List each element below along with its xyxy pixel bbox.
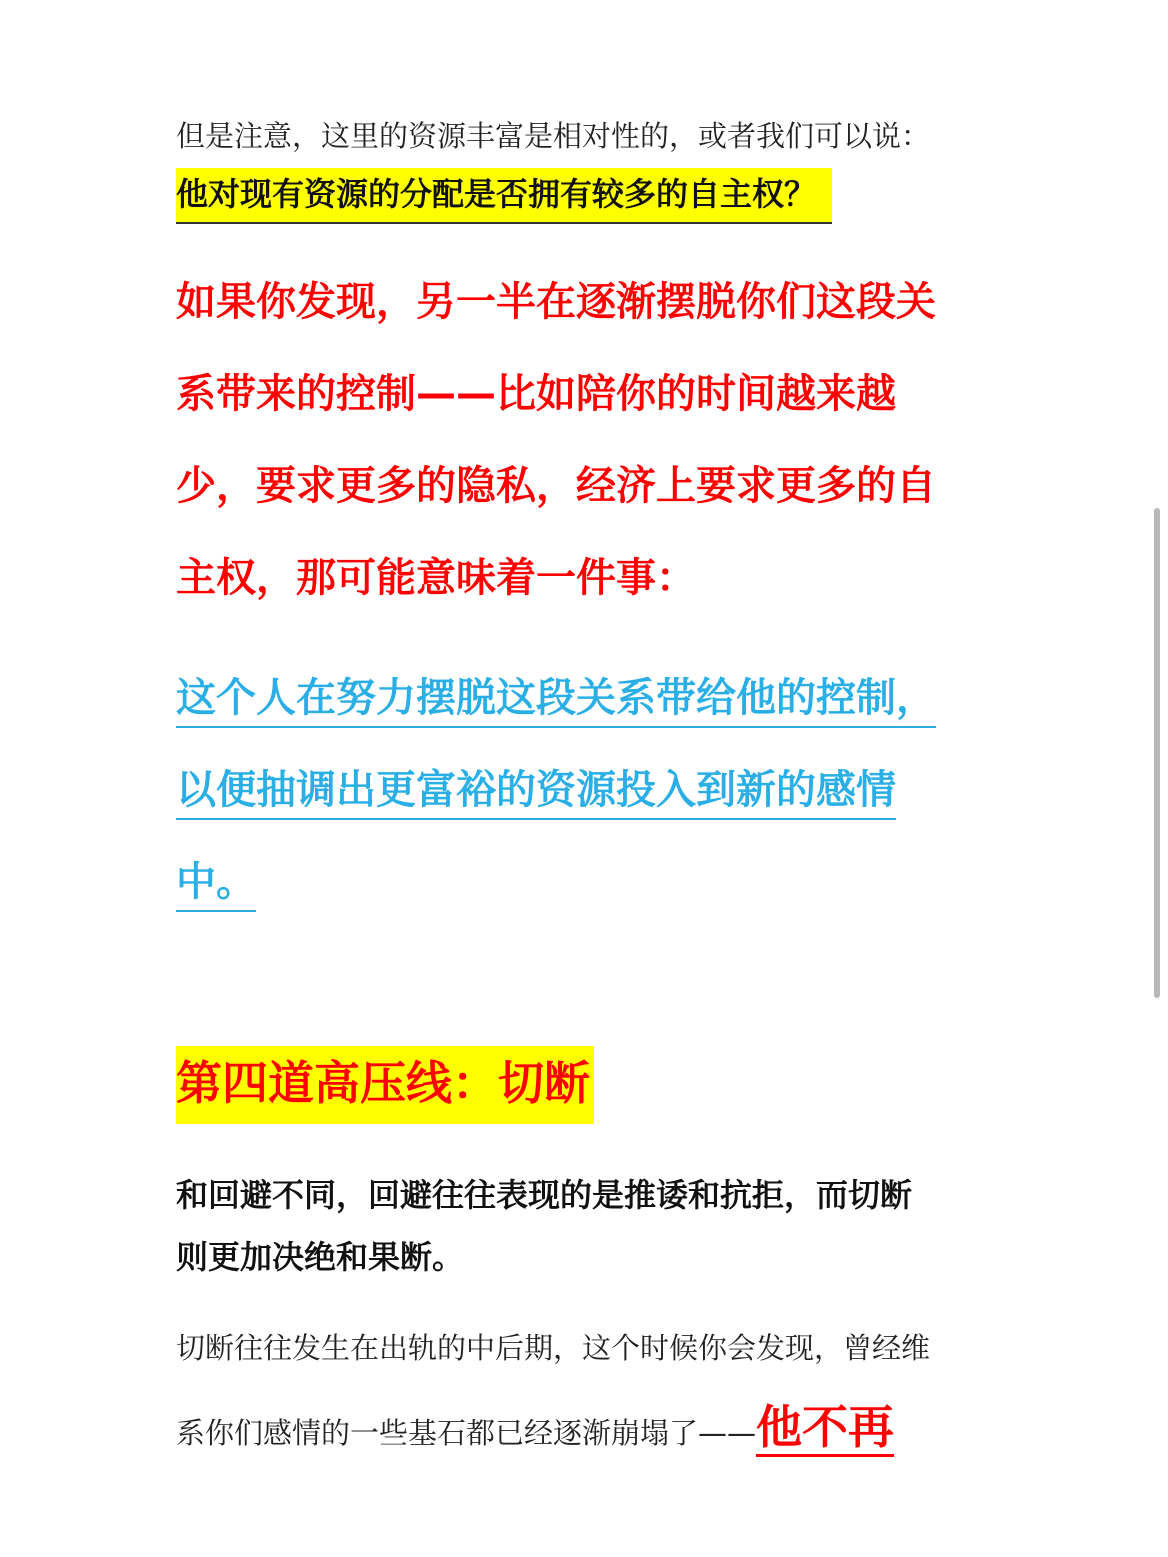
bold-paragraph-line-1: 和回避不同，回避往往表现的是推诿和抗拒，而切断 (176, 1176, 913, 1214)
blue-paragraph-line-1: 这个人在努力摆脱这段关系带给他的控制， (176, 670, 936, 728)
intro-text: 但是注意，这里的资源丰富是相对性的，或者我们可以说： (176, 119, 931, 153)
highlighted-question: 他对现有资源的分配是否拥有较多的自主权？ (176, 168, 832, 224)
red-paragraph-line-4: 主权，那可能意味着一件事： (176, 555, 696, 601)
red-paragraph-line-2: 系带来的控制——比如陪你的时间越来越 (176, 371, 896, 417)
section-title: 第四道高压线：切断 (176, 1046, 594, 1124)
red-paragraph-line-1: 如果你发现，另一半在逐渐摆脱你们这段关 (176, 279, 936, 325)
bold-paragraph-line-2: 则更加决绝和果断。 (176, 1238, 465, 1276)
body-paragraph-line-2-text: 系你们感情的一些基石都已经逐渐崩塌了—— (176, 1416, 757, 1450)
body-paragraph-line-1: 切断往往发生在出轨的中后期，这个时候你会发现，曾经维 (176, 1331, 931, 1365)
blue-paragraph-line-2: 以便抽调出更富裕的资源投入到新的感情 (176, 762, 896, 820)
emphasis-text: 他不再 (756, 1400, 894, 1457)
vertical-scrollbar[interactable] (1154, 508, 1160, 998)
body-paragraph-line-2 (176, 1402, 894, 1453)
red-paragraph-line-3: 少，要求更多的隐私，经济上要求更多的自 (176, 463, 936, 509)
blue-paragraph-line-3: 中。 (176, 854, 256, 912)
